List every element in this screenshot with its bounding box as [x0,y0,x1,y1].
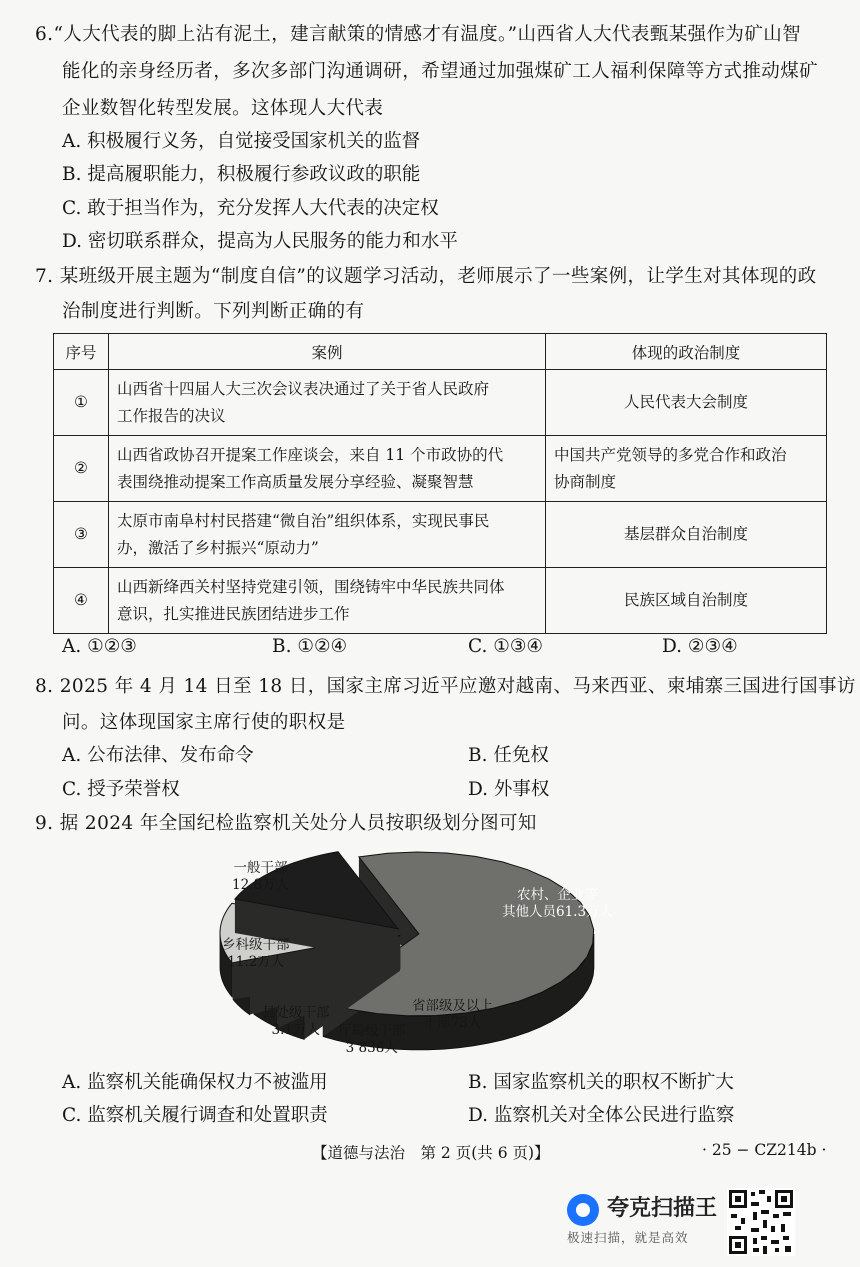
scanner-slogan: 极速扫描，就是高效 [567,1230,689,1245]
pie-label-general-cadres [232,860,289,894]
q6-option-d: D. 密切联系群众，提高为人民服务的能力和水平 [62,231,458,252]
table-row [54,436,827,502]
qr-code-icon [727,1188,795,1256]
table-header-row [54,334,827,370]
row-system [546,436,827,502]
pie-label-bureau-cadres [338,1023,406,1057]
table-header-system: 体现的政治制度 [546,334,827,370]
q8-option-b: B. 任免权 [468,745,549,766]
label-line: 3.1万人 [271,1022,320,1038]
row-case [109,370,546,436]
case-table [53,333,827,634]
label-line: 省部级及以上 [412,998,493,1014]
case-text-line: 山西新绛西关村坚持党建引领，围绕铸牢中华民族共同体 [117,577,505,596]
label-line: 一般干部 [233,860,288,876]
q8-stem-line: 8. 2025 年 4 月 14 日至 18 日，国家主席习近平应邀对越南、马来西亚、柬埔寨三国进行国事访 [35,676,856,697]
table-row [54,370,827,436]
table-row [54,502,827,568]
q6-option-b: B. 提高履职能力，积极履行参政议政的职能 [62,164,421,185]
row-system [546,568,827,634]
label-line: 乡科级干部 [222,937,290,953]
q9-option-c: C. 监察机关履行调查和处置职责 [62,1105,328,1126]
scanner-watermark [563,1186,723,1246]
q7-option-c: C. ①③④ [468,636,544,657]
q8-stem-line: 问。这体现国家主席行使的职权是 [62,712,346,733]
q9-option-b: B. 国家监察机关的职权不断扩大 [468,1072,734,1093]
q6-option-c: C. 敢于担当作为，充分发挥人大代表的决定权 [62,198,439,219]
q7-stem-line: 7. 某班级开展主题为“制度自信”的议题学习活动，老师展示了一些案例，让学生对其体现的政 [35,266,817,287]
q6-stem-line: 企业数智化转型发展。这体现人大代表 [62,98,384,119]
row-case [109,568,546,634]
row-system [546,502,827,568]
row-index: ② [54,436,109,502]
row-case [109,502,546,568]
row-case [109,436,546,502]
q8-option-d: D. 外事权 [468,779,550,800]
q9-option-d: D. 监察机关对全体公民进行监察 [468,1105,735,1126]
q6-stem-line: 能化的亲身经历者，多次多部门沟通调研，希望通过加强煤矿工人福利保障等方式推动煤矿 [62,61,819,82]
system-text-line: 民族区域自治制度 [623,591,748,609]
label-line: 农村、企业等 [517,887,599,903]
q8-option-c: C. 授予荣誉权 [62,779,180,800]
system-text-line: 基层群众自治制度 [623,525,748,543]
row-system [546,370,827,436]
scanner-brand-name: 夸克扫描王 [607,1196,718,1221]
row-index: ① [54,370,109,436]
table-row [54,568,827,634]
label-line: 厅局级干部 [338,1023,406,1039]
label-line: 其他人员61.3万人 [502,904,614,920]
q9-stem-line: 9. 据 2024 年全国纪检监察机关处分人员按职级划分图可知 [35,813,537,834]
q7-option-b: B. ①②④ [272,636,348,657]
case-text-line: 山西省十四届人大三次会议表决通过了关于省人民政府 [117,379,490,398]
q8-option-a: A. 公布法律、发布命令 [62,745,254,766]
page-code: · 25 − CZ214b · [702,1141,827,1159]
pie-label-other-personnel [502,887,613,921]
case-text-line: 太原市南阜村村民搭建“微自治”组织体系，实现民事民 [117,511,490,530]
q9-option-a: A. 监察机关能确保权力不被滥用 [62,1072,328,1093]
case-text-line: 办，激活了乡村振兴“原动力” [117,538,319,557]
label-line: 11.2万人 [227,954,285,970]
label-line: 县处级干部 [262,1005,330,1021]
pie-label-provincial-cadres [412,998,493,1032]
label-line: 3 838人 [345,1040,398,1056]
q7-stem-line: 治制度进行判断。下列判断正确的有 [62,301,365,322]
system-text-line: 人民代表大会制度 [623,393,748,411]
row-index: ③ [54,502,109,568]
label-line: 12.8万人 [232,877,290,893]
system-text-line: 中国共产党领导的多党合作和政治 [554,445,787,464]
table-header-case: 案例 [109,334,546,370]
q7-option-d: D. ②③④ [662,636,738,657]
case-text-line: 表围绕推动提案工作高质量发展分享经验、凝聚智慧 [117,472,474,491]
row-index: ④ [54,568,109,634]
page-footer: 【道德与法治 第 2 页(共 6 页)】 [312,1144,550,1162]
system-text-line: 协商制度 [554,472,617,491]
table-header-index: 序号 [54,334,109,370]
case-text-line: 山西省政协召开提案工作座谈会，来自 11 个市政协的代 [117,445,504,464]
pie-label-county-cadres [262,1005,330,1039]
scanner-logo-icon [567,1194,599,1226]
q7-option-a: A. ①②③ [62,636,137,657]
q6-option-a: A. 积极履行义务，自觉接受国家机关的监督 [62,131,421,152]
case-text-line: 意识，扎实推进民族团结进步工作 [117,604,350,623]
q6-stem-line: 6.“人大代表的脚上沾有泥土，建言献策的情感才有温度。”山西省人大代表甄某强作为矿山智 [35,24,802,45]
pie-label-township-cadres [222,937,290,971]
case-text-line: 工作报告的决议 [117,406,226,425]
label-line: 干部73人 [423,1015,482,1031]
